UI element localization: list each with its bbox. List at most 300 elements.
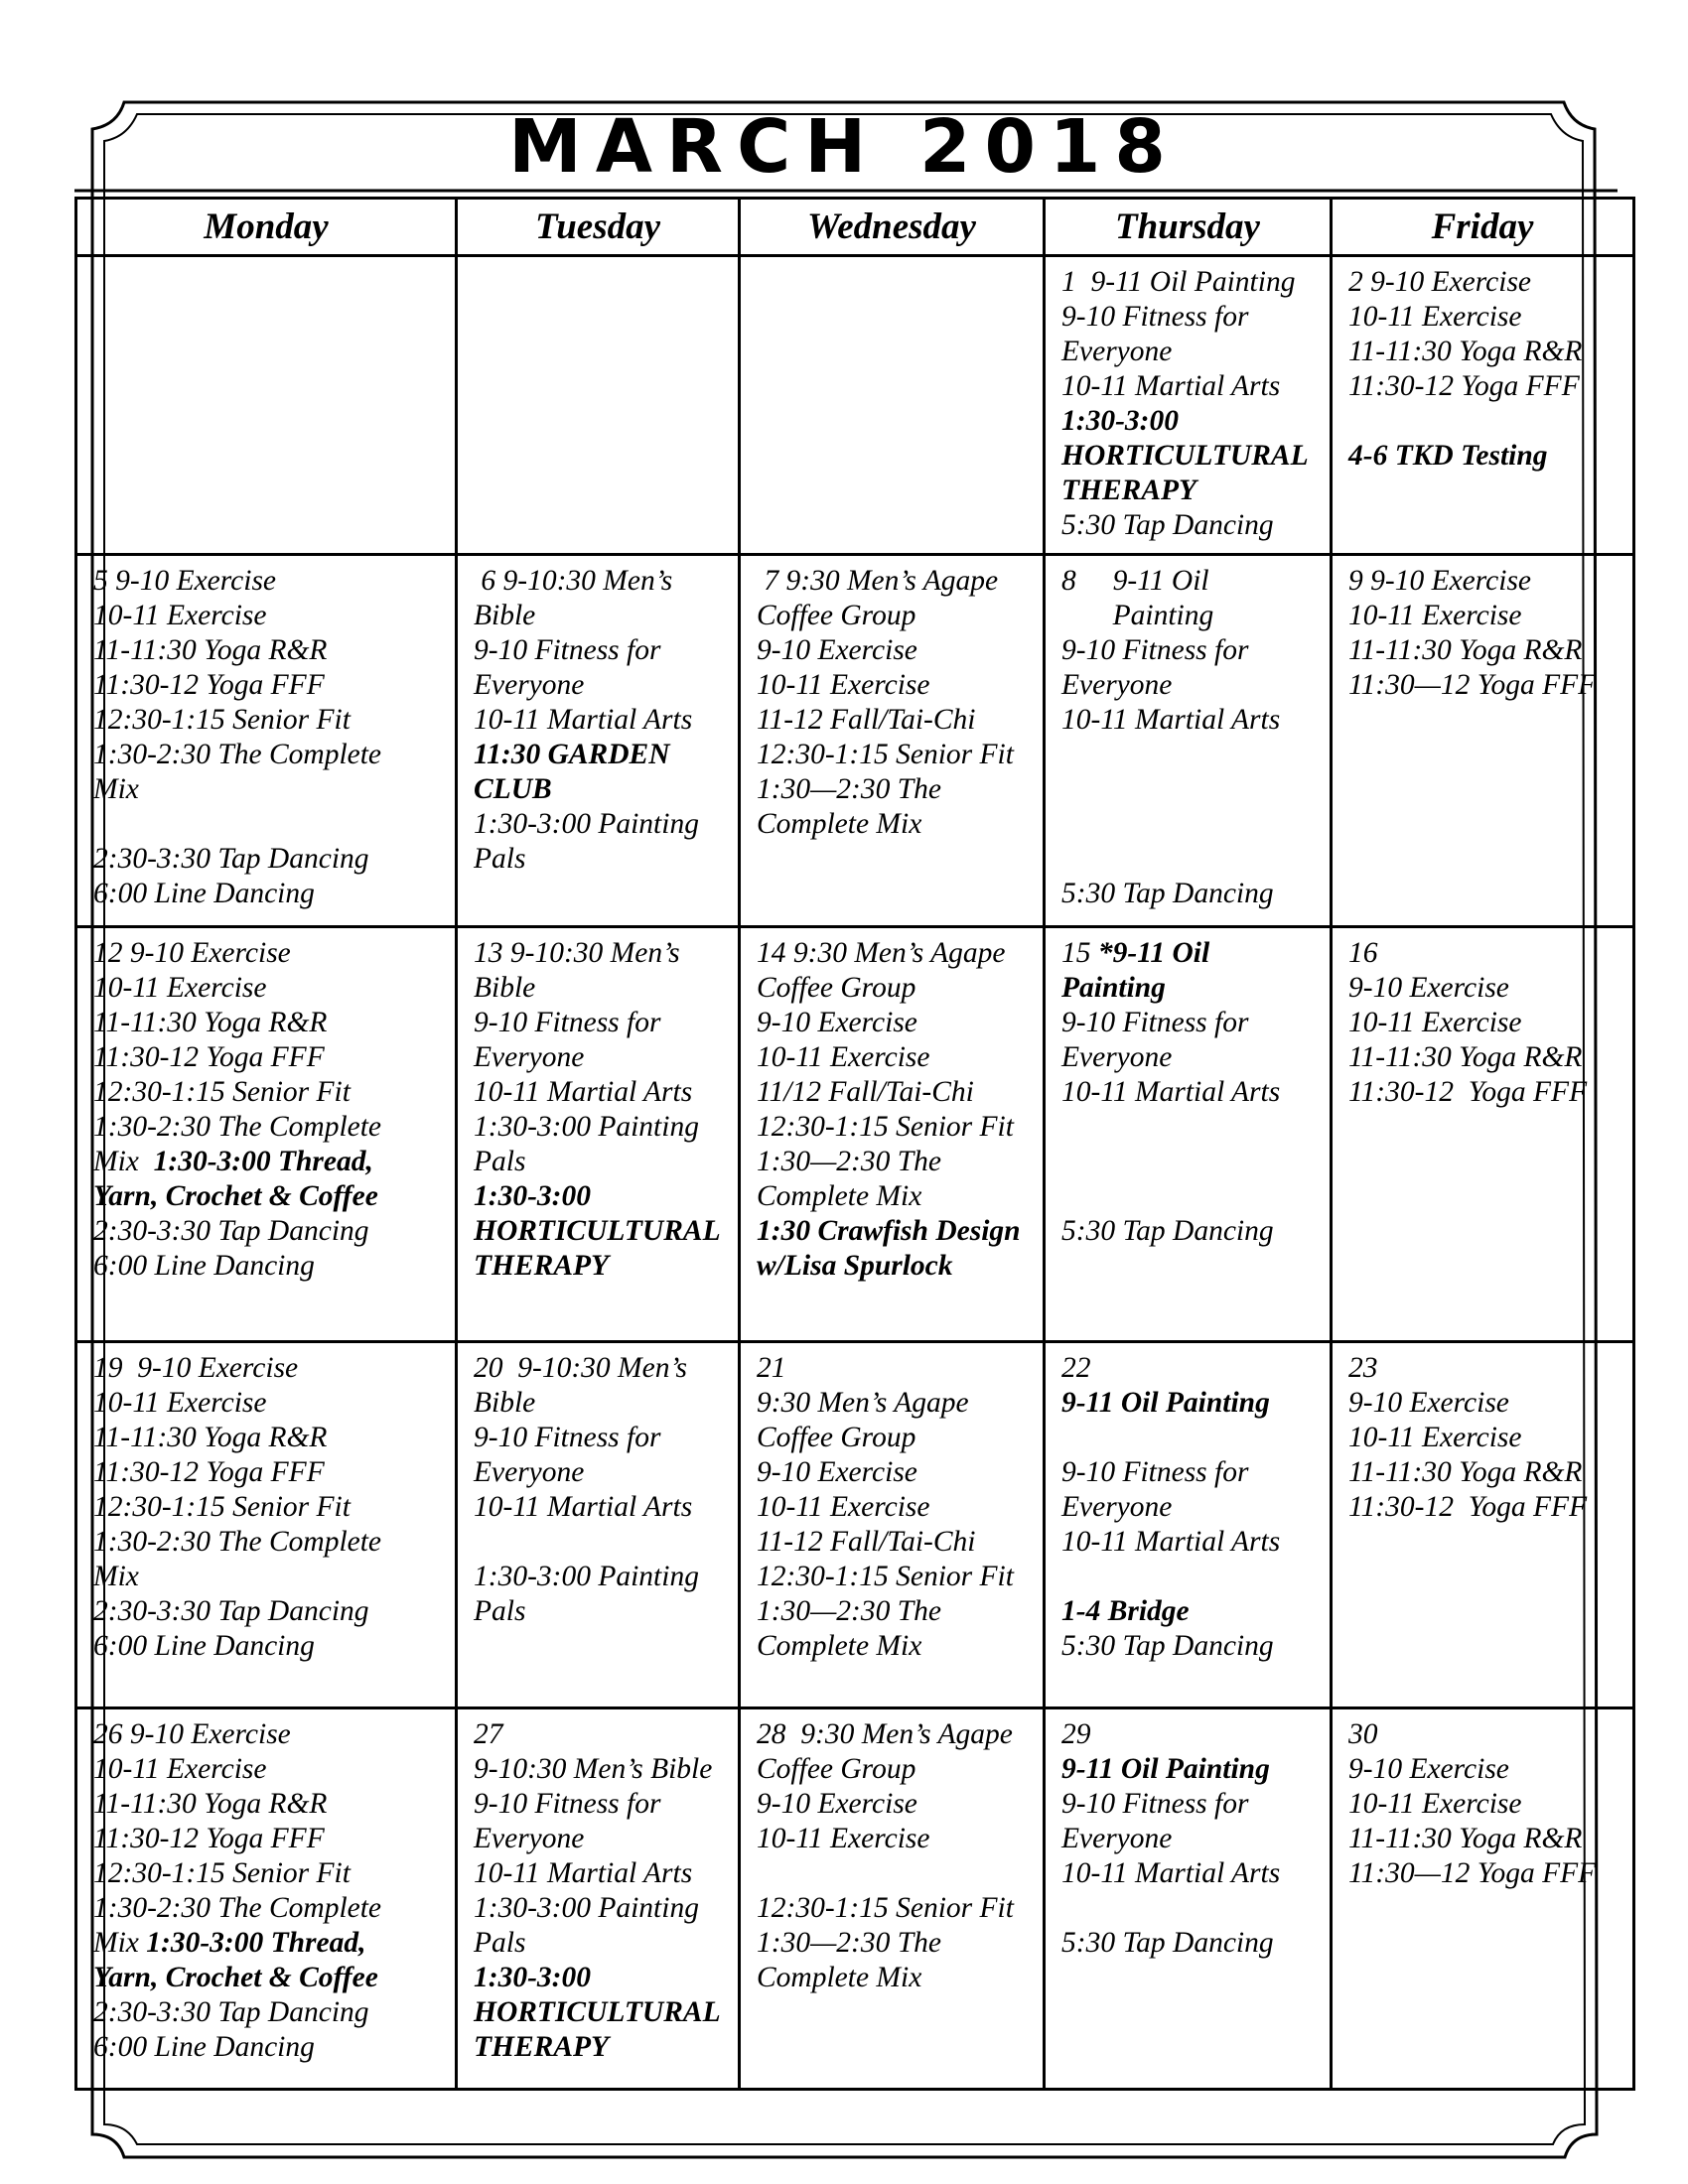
- event-text: 10-11 Exercise: [1348, 599, 1522, 631]
- event-line: [1061, 404, 1320, 439]
- event-line: [1061, 1040, 1320, 1075]
- event-text: 9-10 Fitness for: [474, 1007, 661, 1039]
- event-text: Pals: [474, 1927, 526, 1960]
- event-line: [1061, 877, 1320, 911]
- event-line: [1061, 300, 1320, 335]
- event-text: 10-11 Martial Arts: [1061, 703, 1281, 736]
- day-cell: [1332, 927, 1634, 1342]
- event-line: [474, 1386, 728, 1421]
- event-text: 2:30-3:30 Tap Dancing: [93, 1996, 369, 2029]
- event-line: [474, 1214, 728, 1249]
- event-text: 9-10 Exercise: [1348, 1753, 1509, 1786]
- event-text: 22: [1061, 1352, 1091, 1385]
- event-line: [93, 599, 445, 633]
- event-text: 10-11 Martial Arts: [1061, 1076, 1281, 1109]
- event-line: [474, 1856, 728, 1891]
- event-line: [474, 633, 728, 668]
- event-line: [1348, 1490, 1622, 1525]
- event-line: [1061, 1891, 1320, 1926]
- event-text: Pals: [474, 1595, 526, 1628]
- event-line: [1061, 439, 1320, 474]
- event-text: Mix: [93, 1146, 154, 1178]
- event-text: 10-11 Martial Arts: [1061, 1526, 1281, 1559]
- event-line: [1348, 633, 1622, 668]
- event-line: [474, 1351, 728, 1386]
- event-text: 10-11 Exercise: [93, 972, 267, 1005]
- event-text: 10-11 Martial Arts: [474, 703, 693, 736]
- event-text: 5 9-10 Exercise: [93, 564, 277, 597]
- event-text: Coffee Group: [757, 1422, 916, 1454]
- event-line: [474, 1752, 728, 1787]
- day-cell: [1332, 554, 1634, 926]
- event-line: [474, 1961, 728, 1995]
- event-line: [474, 1040, 728, 1075]
- week-row: [76, 1342, 1634, 1708]
- event-text: 30: [1348, 1718, 1378, 1751]
- event-line: [474, 1926, 728, 1961]
- event-line: [757, 1386, 1033, 1421]
- event-text: Mix: [93, 1561, 139, 1593]
- event-line: [757, 1961, 1033, 1995]
- event-text: 9-10 Exercise: [757, 1456, 917, 1489]
- event-line: [93, 1822, 445, 1856]
- event-line: [474, 1717, 728, 1752]
- event-line: [93, 668, 445, 703]
- event-text: 5:30 Tap Dancing: [1061, 1215, 1274, 1248]
- event-line: [757, 1629, 1033, 1664]
- event-text: 10-11 Exercise: [757, 1041, 930, 1074]
- event-line: [1348, 1006, 1622, 1040]
- event-text: Everyone: [1061, 1491, 1173, 1524]
- event-line: [757, 738, 1033, 772]
- event-line: [93, 738, 445, 772]
- week-row: [76, 927, 1634, 1342]
- event-text: 10-11 Exercise: [93, 599, 267, 631]
- event-text: THERAPY: [474, 2031, 610, 2064]
- event-line: [757, 633, 1033, 668]
- event-text: HORTICULTURAL: [1061, 440, 1309, 472]
- event-text: 9-10 Fitness for: [1061, 1007, 1249, 1039]
- event-text: THERAPY: [474, 1250, 610, 1283]
- event-text: 9-11 Oil Painting: [1061, 1387, 1270, 1420]
- event-text: 10-11 Exercise: [1348, 1007, 1522, 1039]
- event-line: [93, 772, 445, 807]
- event-text: 2:30-3:30 Tap Dancing: [93, 842, 369, 875]
- day-cell: [1045, 256, 1332, 555]
- event-text: 12:30-1:15 Senior Fit: [93, 1491, 351, 1524]
- event-line: [1348, 1351, 1622, 1386]
- event-text: 6:00 Line Dancing: [93, 2031, 315, 2064]
- event-line: [757, 1214, 1033, 1249]
- event-text: 11-11:30 Yoga R&R: [1348, 1041, 1583, 1074]
- event-line: [1348, 936, 1622, 971]
- event-text: 26 9-10 Exercise: [93, 1718, 291, 1751]
- event-line: [1348, 1421, 1622, 1455]
- day-cell: [740, 256, 1045, 555]
- event-line: [474, 936, 728, 971]
- event-line: [93, 703, 445, 738]
- event-line: [93, 1891, 445, 1926]
- event-text: 12:30-1:15 Senior Fit: [757, 1892, 1014, 1925]
- event-line: [474, 564, 728, 599]
- weekday-header-friday: Friday: [1332, 199, 1634, 256]
- event-line: [1061, 1822, 1320, 1856]
- event-line: [1061, 842, 1320, 877]
- event-text: 11-12 Fall/Tai-Chi: [757, 703, 976, 736]
- event-text-bold: 1:30-3:00 Thread,: [153, 1146, 373, 1178]
- event-line: [93, 1179, 445, 1214]
- event-line: [93, 877, 445, 911]
- event-text: 10-11 Martial Arts: [1061, 1857, 1281, 1890]
- event-line: [1061, 474, 1320, 508]
- event-text: 11-11:30 Yoga R&R: [1348, 633, 1583, 666]
- event-line: [474, 1594, 728, 1629]
- event-line: [93, 1455, 445, 1490]
- event-line: [1061, 1787, 1320, 1822]
- event-text: 10-11 Martial Arts: [474, 1857, 693, 1890]
- event-text: 11:30-12 Yoga FFF: [1348, 370, 1580, 402]
- event-text: 10-11 Martial Arts: [474, 1076, 693, 1109]
- event-line: [474, 1249, 728, 1284]
- event-text: 9-10 Exercise: [757, 1007, 917, 1039]
- event-line: [1061, 1629, 1320, 1664]
- event-line: [1348, 369, 1622, 404]
- event-text: 1:30-2:30 The Complete: [93, 1111, 382, 1144]
- weekday-header-wednesday: Wednesday: [740, 199, 1045, 256]
- event-text: Coffee Group: [757, 599, 916, 631]
- event-text: 2 9-10 Exercise: [1348, 266, 1532, 298]
- event-line: [474, 1891, 728, 1926]
- event-text: Everyone: [1061, 336, 1173, 367]
- event-text: 12:30-1:15 Senior Fit: [93, 1857, 351, 1890]
- event-text: Yarn, Crochet & Coffee: [93, 1180, 378, 1213]
- event-line: [93, 807, 445, 842]
- event-line: [1348, 404, 1622, 439]
- day-cell: [76, 256, 457, 555]
- event-line: [757, 1856, 1033, 1891]
- event-line: [1348, 1075, 1622, 1110]
- event-text: 1 9-11 Oil Painting: [1061, 266, 1296, 298]
- event-text: 27: [474, 1718, 503, 1751]
- event-text: Bible: [474, 972, 536, 1005]
- event-text: 10-11 Exercise: [1348, 1422, 1522, 1454]
- calendar-grid: [74, 197, 1635, 2091]
- event-line: [757, 1490, 1033, 1525]
- event-text: Painting: [1061, 972, 1166, 1005]
- event-text: 1:30-3:00: [474, 1180, 591, 1213]
- day-cell: [1332, 1708, 1634, 2090]
- event-line: [474, 971, 728, 1006]
- event-text: 9-10 Fitness for: [474, 1788, 661, 1821]
- event-text: 1:30-3:00 Painting: [474, 1111, 699, 1144]
- event-line: [757, 1040, 1033, 1075]
- event-text: CLUB: [474, 772, 552, 805]
- event-text: 1:30-3:00: [474, 1962, 591, 1994]
- day-cell: [76, 927, 457, 1342]
- event-line: [474, 703, 728, 738]
- event-text: 28 9:30 Men’s Agape: [757, 1718, 1013, 1751]
- event-text: Pals: [474, 842, 526, 875]
- event-text: 1:30-3:00 Painting: [474, 1561, 699, 1593]
- event-line: [1061, 1214, 1320, 1249]
- event-text: 10-11 Exercise: [1348, 1788, 1522, 1821]
- week-row: [76, 256, 1634, 555]
- event-text: 16: [1348, 937, 1378, 970]
- day-cell: [457, 1342, 740, 1708]
- event-text: 11:30—12 Yoga FFF: [1348, 1857, 1597, 1890]
- event-line: [1061, 703, 1320, 738]
- event-line: [474, 2030, 728, 2065]
- event-text: Complete Mix: [757, 1962, 922, 1994]
- day-cell: [76, 1708, 457, 2090]
- event-line: [474, 842, 728, 877]
- event-line: [1348, 1822, 1622, 1856]
- event-text: Complete Mix: [757, 1630, 922, 1663]
- event-line: [757, 1717, 1033, 1752]
- event-line: [1061, 265, 1320, 300]
- event-line: [757, 807, 1033, 842]
- event-text: 12 9-10 Exercise: [93, 937, 291, 970]
- event-line: [93, 1961, 445, 1995]
- day-cell: [740, 1342, 1045, 1708]
- event-text: 5:30 Tap Dancing: [1061, 1630, 1274, 1663]
- event-line: [1061, 335, 1320, 369]
- event-text: 1:30—2:30 The: [757, 772, 942, 805]
- event-text: 9-10 Exercise: [757, 633, 917, 666]
- event-line: [474, 599, 728, 633]
- event-text: 12:30-1:15 Senior Fit: [757, 1561, 1014, 1593]
- event-line: [93, 1386, 445, 1421]
- event-line: [93, 936, 445, 971]
- event-line: [474, 1787, 728, 1822]
- event-text: 12:30-1:15 Senior Fit: [93, 1076, 351, 1109]
- event-text: 9-10 Fitness for: [1061, 1456, 1249, 1489]
- event-text: 10-11 Exercise: [1348, 301, 1522, 333]
- event-line: [474, 738, 728, 772]
- event-text: 9-10 Fitness for: [474, 1422, 661, 1454]
- event-text: 10-11 Exercise: [93, 1387, 267, 1420]
- event-line: [757, 1891, 1033, 1926]
- day-cell: [1045, 927, 1332, 1342]
- event-text: Complete Mix: [757, 1180, 922, 1213]
- event-line: [1348, 1856, 1622, 1891]
- event-text: 11/12 Fall/Tai-Chi: [757, 1076, 974, 1109]
- event-text: 6:00 Line Dancing: [93, 877, 315, 909]
- event-line: [1348, 1787, 1622, 1822]
- event-text: 13 9-10:30 Men’s: [474, 937, 680, 970]
- event-line: [93, 1006, 445, 1040]
- event-text: 14 9:30 Men’s Agape: [757, 937, 1006, 970]
- event-line: [1348, 1386, 1622, 1421]
- event-text: Yarn, Crochet & Coffee: [93, 1962, 378, 1994]
- event-text: 6:00 Line Dancing: [93, 1630, 315, 1663]
- event-line: [757, 936, 1033, 971]
- event-text: Everyone: [474, 1823, 585, 1855]
- event-text: 9 9-10 Exercise: [1348, 564, 1532, 597]
- event-line: [757, 1525, 1033, 1560]
- event-text: 11-11:30 Yoga R&R: [1348, 1456, 1583, 1489]
- event-line: [93, 564, 445, 599]
- event-line: [1061, 936, 1320, 971]
- event-line: [757, 1145, 1033, 1179]
- event-line: [1061, 1006, 1320, 1040]
- event-line: [93, 1249, 445, 1284]
- event-line: [757, 971, 1033, 1006]
- event-line: [93, 1752, 445, 1787]
- event-text: 11-11:30 Yoga R&R: [93, 1422, 328, 1454]
- event-line: [1061, 1525, 1320, 1560]
- event-text: 21: [757, 1352, 786, 1385]
- event-text: 10-11 Exercise: [757, 1823, 930, 1855]
- event-line: [757, 1822, 1033, 1856]
- event-text: 1:30—2:30 The: [757, 1595, 942, 1628]
- event-text: 1:30-2:30 The Complete: [93, 1892, 382, 1925]
- event-text: 1:30-3:00 Painting: [474, 807, 699, 840]
- event-line: [93, 1717, 445, 1752]
- event-line: [1061, 807, 1320, 842]
- event-line: [757, 1249, 1033, 1284]
- event-line: [1061, 971, 1320, 1006]
- event-text: 6:00 Line Dancing: [93, 1250, 315, 1283]
- event-text: 9-10 Exercise: [1348, 1387, 1509, 1420]
- event-line: [1061, 633, 1320, 668]
- event-line: [1061, 1752, 1320, 1787]
- event-text: 1:30—2:30 The: [757, 1146, 942, 1178]
- event-line: [93, 1856, 445, 1891]
- event-text: Coffee Group: [757, 1753, 916, 1786]
- event-text: 9-10 Exercise: [1348, 972, 1509, 1005]
- event-line: [757, 1006, 1033, 1040]
- event-text: 5:30 Tap Dancing: [1061, 877, 1274, 909]
- event-line: [93, 2030, 445, 2065]
- event-line: [93, 1421, 445, 1455]
- event-text: 9-10:30 Men’s Bible: [474, 1753, 713, 1786]
- event-text: 12:30-1:15 Senior Fit: [93, 703, 351, 736]
- event-text: HORTICULTURAL: [474, 1215, 721, 1248]
- event-line: [757, 1752, 1033, 1787]
- event-line: [93, 1490, 445, 1525]
- event-line: [757, 564, 1033, 599]
- day-cell: [457, 554, 740, 926]
- event-line: [757, 1594, 1033, 1629]
- event-line: [1061, 1490, 1320, 1525]
- event-text: 11-11:30 Yoga R&R: [93, 1007, 328, 1039]
- event-line: [1061, 1926, 1320, 1961]
- event-line: [93, 1075, 445, 1110]
- day-cell: [740, 1708, 1045, 2090]
- event-line: [1348, 439, 1622, 474]
- event-line: [93, 1525, 445, 1560]
- event-text: 10-11 Exercise: [93, 1753, 267, 1786]
- event-line: [1061, 1145, 1320, 1179]
- event-text: 9:30 Men’s Agape: [757, 1387, 969, 1420]
- day-cell: [1332, 256, 1634, 555]
- event-text: 9-10 Fitness for: [1061, 1788, 1249, 1821]
- event-line: [1348, 335, 1622, 369]
- event-line: [93, 842, 445, 877]
- event-text: w/Lisa Spurlock: [757, 1250, 953, 1283]
- event-text: 5:30 Tap Dancing: [1061, 509, 1274, 541]
- event-text: 11:30-12 Yoga FFF: [93, 1823, 325, 1855]
- event-line: [1061, 1856, 1320, 1891]
- event-line: [1348, 564, 1622, 599]
- event-line: [757, 668, 1033, 703]
- event-text: 8 9-11 Oil: [1061, 564, 1209, 597]
- event-line: [474, 1995, 728, 2030]
- event-text: 1:30-2:30 The Complete: [93, 738, 382, 770]
- event-line: [93, 1040, 445, 1075]
- event-line: [1061, 1351, 1320, 1386]
- event-line: [1348, 265, 1622, 300]
- day-cell: [740, 554, 1045, 926]
- event-text: Pals: [474, 1146, 526, 1178]
- event-text: 4-6 TKD Testing: [1348, 440, 1548, 472]
- weekday-header-monday: Monday: [76, 199, 457, 256]
- event-text: Complete Mix: [757, 807, 922, 840]
- calendar-title: MARCH 2018: [508, 104, 1180, 190]
- event-text: 11:30-12 Yoga FFF: [93, 1041, 325, 1074]
- event-text: Everyone: [474, 1041, 585, 1074]
- event-line: [1061, 772, 1320, 807]
- week-row: [76, 554, 1634, 926]
- event-text: 11:30-12 Yoga FFF: [93, 1456, 325, 1489]
- event-line: [757, 599, 1033, 633]
- event-line: [93, 633, 445, 668]
- event-line: [1061, 1110, 1320, 1145]
- event-line: [474, 807, 728, 842]
- event-line: [1061, 1594, 1320, 1629]
- event-line: [474, 1179, 728, 1214]
- event-line: [757, 772, 1033, 807]
- day-cell: [740, 927, 1045, 1342]
- event-text: 9-10 Fitness for: [1061, 633, 1249, 666]
- event-text: 19 9-10 Exercise: [93, 1352, 299, 1385]
- event-text: 11:30 GARDEN: [474, 738, 670, 770]
- event-line: [1061, 564, 1320, 599]
- event-line: [757, 1421, 1033, 1455]
- event-text: 11:30-12 Yoga FFF: [1348, 1491, 1588, 1524]
- event-line: [757, 1926, 1033, 1961]
- event-line: [1061, 1560, 1320, 1594]
- event-line: [474, 1110, 728, 1145]
- event-text: 11:30—12 Yoga FFF: [1348, 668, 1597, 701]
- weekday-header-row: [76, 199, 1634, 256]
- event-line: [1061, 369, 1320, 404]
- event-line: [93, 1995, 445, 2030]
- event-line: [1348, 971, 1622, 1006]
- event-text: 9-10 Fitness for: [474, 633, 661, 666]
- event-line: [1348, 599, 1622, 633]
- event-text: 7 9:30 Men’s Agape: [757, 564, 999, 597]
- event-text: 6 9-10:30 Men’s: [474, 564, 673, 597]
- event-line: [1061, 1455, 1320, 1490]
- event-line: [474, 1006, 728, 1040]
- event-text: 1:30-3:00 Painting: [474, 1892, 699, 1925]
- event-line: [757, 1351, 1033, 1386]
- event-text: 1:30-2:30 The Complete: [93, 1526, 382, 1559]
- event-text: 9-10 Exercise: [757, 1788, 917, 1821]
- event-text: Everyone: [474, 668, 585, 701]
- event-text: Everyone: [474, 1456, 585, 1489]
- event-text: Coffee Group: [757, 972, 916, 1005]
- event-text: THERAPY: [1061, 475, 1197, 506]
- event-text: Everyone: [1061, 1823, 1173, 1855]
- event-text: 20 9-10:30 Men’s: [474, 1352, 687, 1385]
- event-line: [1061, 738, 1320, 772]
- event-text: 11:30-12 Yoga FFF: [1348, 1076, 1588, 1109]
- event-line: [1348, 1455, 1622, 1490]
- event-text: 10-11 Exercise: [757, 1491, 930, 1524]
